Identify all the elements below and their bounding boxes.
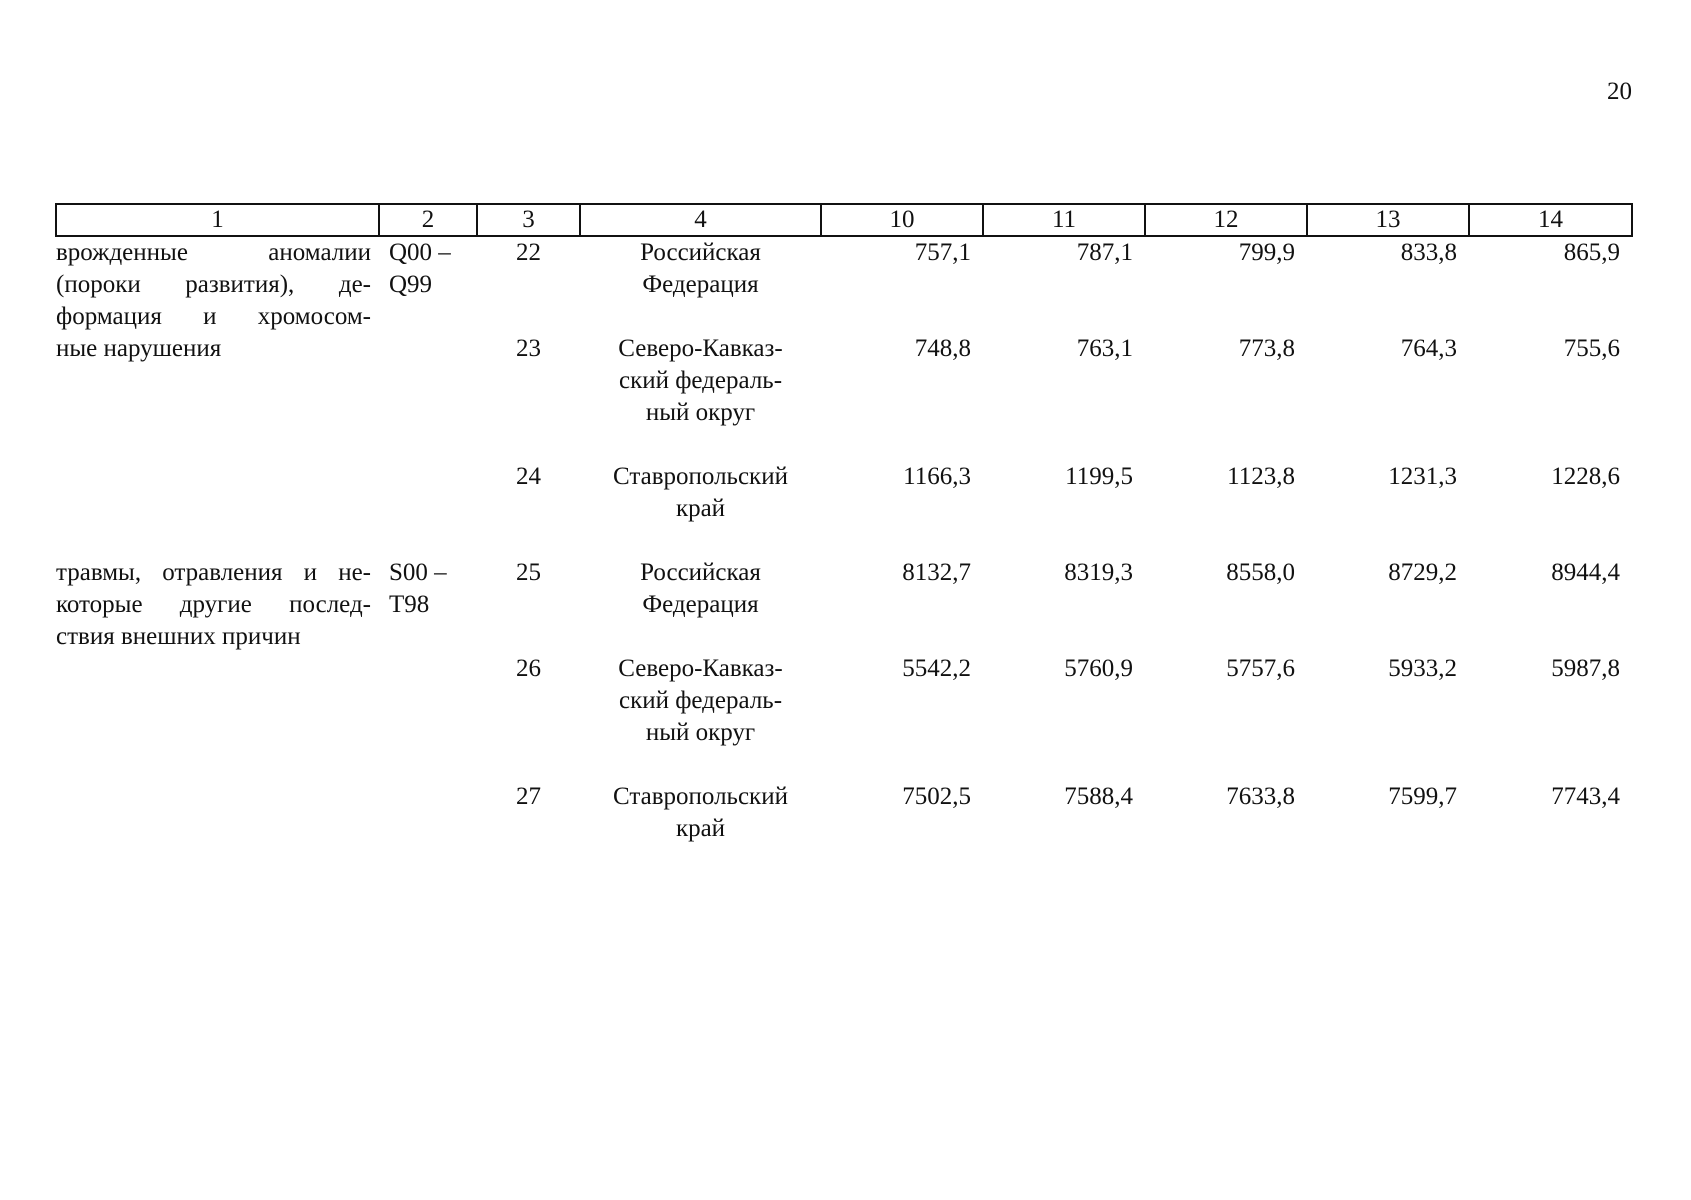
value-col-14: 7743,4 [1551,783,1620,810]
value-col-10: 748,8 [914,335,971,362]
value-col-10: 757,1 [914,239,971,266]
region-name-line: край [675,815,726,842]
region-name-line: ный округ [645,719,756,746]
value-col-13: 7599,7 [1388,783,1457,810]
value-col-10: 8132,7 [902,559,971,586]
region-name [580,333,821,461]
header-col-1: 1 [56,204,379,236]
icd-code-line: Q00 – [389,239,451,266]
value-col-13: 8729,2 [1388,559,1457,586]
cause-name [56,557,379,877]
value-col-13: 764,3 [1400,335,1457,362]
icd-code [379,236,477,557]
table-body [56,236,1632,877]
value-col-14: 1228,6 [1551,463,1620,490]
row-number: 24 [516,463,541,490]
value-col-14: 865,9 [1563,239,1620,266]
region-name [580,236,821,333]
header-col-12: 12 [1145,204,1307,236]
cause-name-line: ствия внешних причин [56,623,301,650]
value-col-13: 5933,2 [1388,655,1457,682]
value-col-12: 7633,8 [1226,783,1295,810]
region-name-line: край [675,495,726,522]
header-col-4: 4 [580,204,821,236]
icd-code [379,557,477,877]
region-name-line: Федерация [642,271,759,298]
region-name-line: Северо-Кавказ- [618,335,783,362]
cause-name-line: формация и хромосом- [56,303,371,330]
cause-name-line: (пороки развития), де- [56,271,371,298]
table-row [56,236,1632,333]
region-name [580,461,821,557]
header-row [56,204,1632,236]
header-col-3: 3 [477,204,580,236]
value-col-12: 799,9 [1238,239,1295,266]
value-col-12: 5757,6 [1226,655,1295,682]
value-col-13: 833,8 [1400,239,1457,266]
value-col-10: 1166,3 [903,463,971,490]
region-name [580,557,821,653]
value-col-14: 5987,8 [1551,655,1620,682]
value-col-12: 1123,8 [1227,463,1295,490]
region-name-line: Ставропольский [613,463,788,490]
table-row [56,557,1632,653]
value-col-12: 773,8 [1238,335,1295,362]
region-name-line: ский федераль- [618,367,783,394]
value-col-11: 7588,4 [1064,783,1133,810]
region-name [580,653,821,781]
cause-name-line: ные нарушения [56,335,222,362]
region-name-line: ский федераль- [618,687,783,714]
icd-code-line: T98 [389,591,430,618]
row-number: 23 [516,335,541,362]
region-name-line: Российская [640,239,761,266]
value-col-13: 1231,3 [1388,463,1457,490]
region-name-line: Российская [640,559,761,586]
row-number: 25 [516,559,541,586]
icd-code-line: Q99 [389,271,433,298]
header-col-13: 13 [1307,204,1469,236]
region-name-line: ный округ [645,399,756,426]
value-col-11: 5760,9 [1064,655,1133,682]
cause-name-line: которые другие послед- [56,591,371,618]
region-name-line: Северо-Кавказ- [618,655,783,682]
cause-name-line: травмы, отравления и не- [56,559,371,586]
value-col-10: 5542,2 [902,655,971,682]
row-number: 26 [516,655,541,682]
value-col-14: 755,6 [1563,335,1620,362]
header-col-14: 14 [1469,204,1632,236]
region-name-line: Федерация [642,591,759,618]
header-col-11: 11 [983,204,1145,236]
row-number: 27 [516,783,541,810]
header-col-2: 2 [379,204,477,236]
cause-name [56,236,379,557]
value-col-14: 8944,4 [1551,559,1620,586]
value-col-10: 7502,5 [902,783,971,810]
header-col-10: 10 [821,204,983,236]
value-col-12: 8558,0 [1226,559,1295,586]
page-number: 20 [1607,78,1632,105]
cause-name-line: врожденные аномалии [56,239,371,266]
region-name [580,781,821,877]
data-table [55,203,1633,877]
value-col-11: 1199,5 [1065,463,1133,490]
value-col-11: 8319,3 [1064,559,1133,586]
region-name-line: Ставропольский [613,783,788,810]
value-col-11: 763,1 [1076,335,1133,362]
icd-code-line: S00 – [389,559,447,586]
row-number: 22 [516,239,541,266]
table-header [56,204,1632,236]
value-col-11: 787,1 [1076,239,1133,266]
